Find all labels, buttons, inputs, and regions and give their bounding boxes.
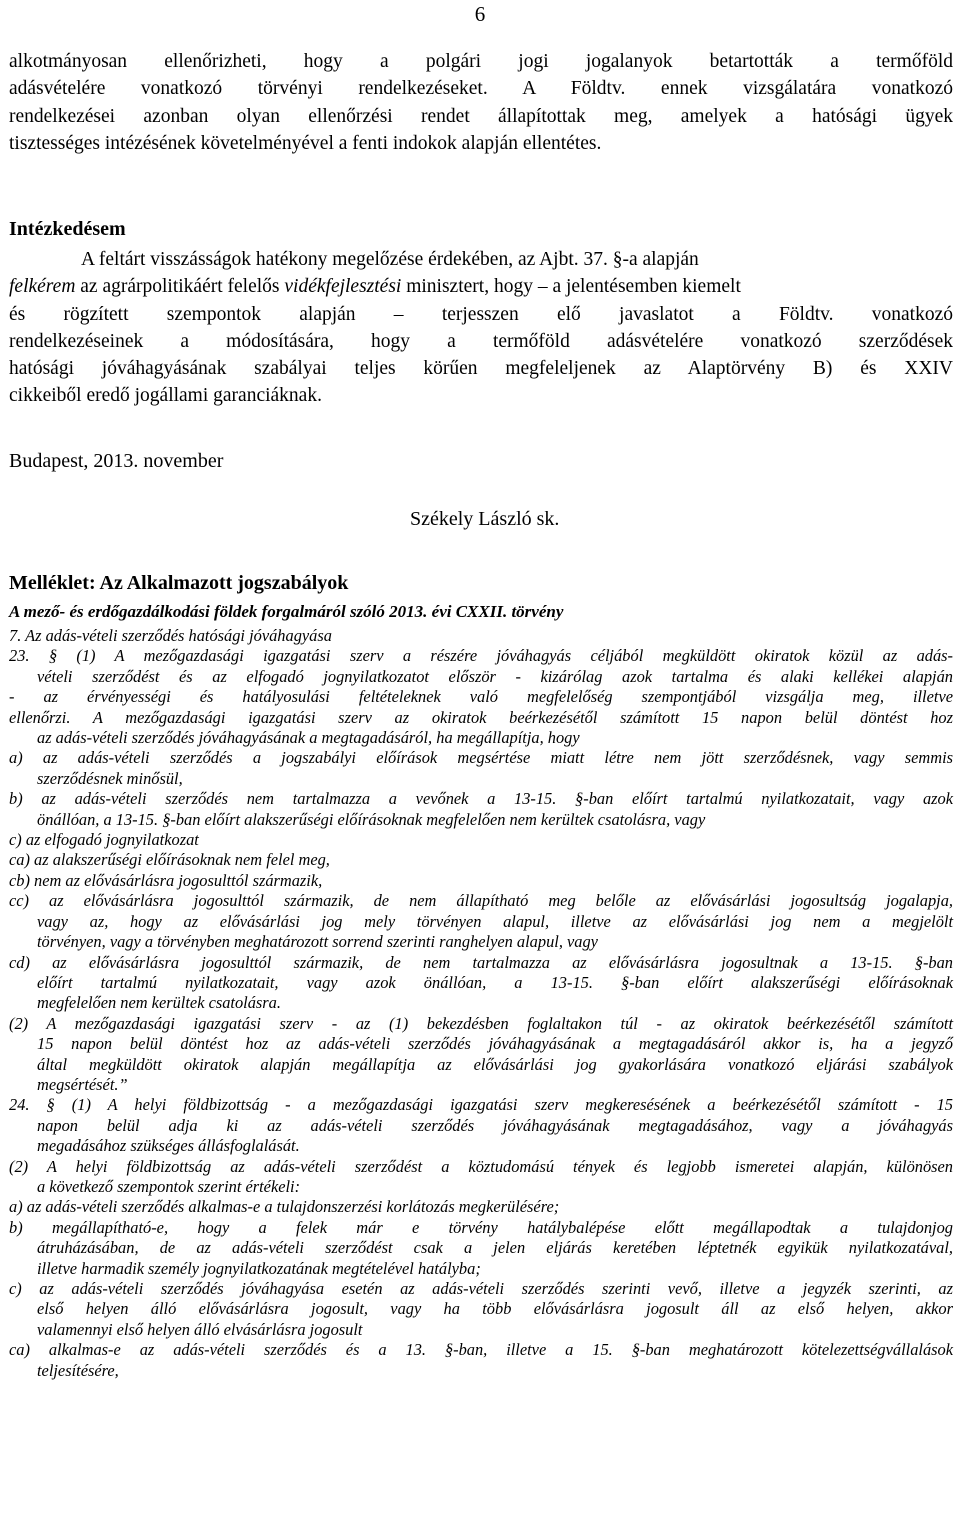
section-heading: 7. Az adás-vételi szerződés hatósági jóváhagyása <box>9 626 332 645</box>
law-text <box>9 626 953 1381</box>
law-row: a) az adás-vételi szerződés alkalmas-e a tulajdonszerzési korlátozás megkerülésére; <box>9 1197 560 1217</box>
law-row: illetve harmadik személy jognyilatkozatának megtételével hatályba; <box>37 1258 481 1278</box>
law-row: előírt tartalmú nyilatkozatait, vagy azok önállóan, a 13-15. §-ban előírt alakszerűségi előírásoknak <box>37 972 953 992</box>
annex-law-title: A mező- és erdőgazdálkodási földek forgalmáról szóló 2013. évi CXXII. törvény <box>9 602 564 621</box>
law-row: ellenőrzi. A mezőgazdasági igazgatási szerv az okiratok beérkezésétől számított 15 napon belül döntést hoz <box>9 707 953 727</box>
text-line: rendelkezései azonban olyan ellenőrzési rendet állapítottak meg, amelyek a hatósági ügyek <box>9 105 953 127</box>
law-row: valamennyi első helyen álló elvásárlásra jogosult <box>37 1319 363 1339</box>
law-row: 23. § (1) A mezőgazdasági igazgatási szerv a részére jóváhagyás céljából megküldött okiratok közül az adás- <box>9 646 953 666</box>
law-row: a) az adás-vételi szerződés a jogszabályi előírások megsértése miatt létre nem jött szerződésnek, vagy semmis <box>9 748 953 768</box>
law-row: (2) A helyi földbizottság az adás-vételi szerződést a köztudomású tények és legjobb ismeretei alapján, különösen <box>9 1156 953 1176</box>
emphasis-text: vidékfejlesztési <box>284 276 402 298</box>
text-line: alkotmányosan ellenőrizheti, hogy a polgári jogi jogalanyok betartották a termőföld <box>9 51 953 72</box>
emphasis-text: felkérem <box>9 276 76 298</box>
law-row: cd) az elővásárlásra jogosulttól származik, de nem tartalmazza az elővásárlásra jogosultnak a 13-15. §-ban <box>9 952 953 972</box>
law-row: szerződésnek minősül, <box>37 768 183 788</box>
text-run: az agrárpolitikáért felelős <box>75 276 285 298</box>
law-row: ca) alkalmas-e az adás-vételi szerződés és a 13. §-ban, illetve a 15. §-ban meghatározott kötelezettségvállalások <box>9 1340 953 1360</box>
law-row: napon belül adja ki az adás-vételi szerződés jóváhagyásának megtagadásához, vagy a jóváhagyás <box>37 1115 953 1135</box>
page-number: 6 <box>474 2 486 26</box>
law-row: ca) az alakszerűségi előírásoknak nem felel meg, <box>9 850 330 870</box>
law-row: (2) A mezőgazdasági igazgatási szerv - az (1) bekezdésben foglaltakon túl - az okiratok beérkezésétől számított <box>9 1013 953 1033</box>
text-line: és rögzített szempontok alapján – terjesszen elő javaslatot a Földtv. vonatkozó <box>9 303 953 325</box>
law-row: a következő szempontok szerint értékeli: <box>37 1176 301 1196</box>
measure-paragraph <box>9 246 953 410</box>
law-row: 15 napon belül döntést hoz az adás-vételi szerződés jóváhagyásának a megtagadásáról akkor is, ha a jegyző <box>37 1034 953 1054</box>
law-row: cb) nem az elővásárlásra jogosulttól származik, <box>9 870 323 890</box>
law-row: átruházásában, de az adás-vételi szerződést csak a jelen eljárás keretében léptetnék egyikük nyilatkozatával, <box>37 1238 953 1258</box>
law-row: első helyen álló elővásárlásra jogosult, vagy ha több elővásárlásra jogosult áll az első helyen, akkor <box>37 1299 953 1319</box>
text-line: A feltárt visszásságok hatékony megelőzése érdekében, az Ajbt. 37. §-a alapján <box>81 249 699 270</box>
law-row: cc) az elővásárlásra jogosulttól származik, de nem állapítható meg belőle az elővásárlási jogosultság jogalapja, <box>9 891 953 911</box>
law-row: megsértését.” <box>37 1074 128 1094</box>
law-row: által megküldött okiratok alapján megállapítja az elővásárlási jog gyakorlására vonatkozó eljárási szabályok <box>37 1054 953 1074</box>
law-row: megfelelően nem kerültek csatolásra. <box>37 993 281 1013</box>
law-row: c) az adás-vételi szerződés jóváhagyása esetén az adás-vételi szerződés szerinti vevő, illetve a jegyzék szerinti, az <box>9 1279 953 1298</box>
law-row: megadásához szükséges állásfoglalását. <box>37 1136 300 1156</box>
place-date: Budapest, 2013. november <box>9 450 224 472</box>
text-line <box>9 273 953 300</box>
law-row: teljesítésére, <box>37 1360 119 1380</box>
intro-paragraph <box>9 48 953 157</box>
annex-title: Melléklet: Az Alkalmazott jogszabályok <box>9 572 349 594</box>
law-row: vagy az, hogy az elővásárlási jog mely törvényen alapul, illetve az elővásárlási jog nem a megjelölt <box>37 911 953 931</box>
law-row: - az érvényességi és hatályosulási feltételeknek való megfelelőség szempontjából vizsgálja meg, illetve <box>9 687 953 707</box>
law-row: vételi szerződést és az elfogadó jognyilatkozatot először - kizárólag azok tartalma és alaki kellékei alapján <box>37 666 953 686</box>
law-row: önállóan, a 13-15. §-ban előírt alakszerűségi előírásoknak megfelelően nem kerültek csatolásra, vagy <box>37 809 706 829</box>
text-run: minisztert, hogy – a jelentésemben kiemelt <box>401 276 741 298</box>
text-line: tisztességes intézésének követelményével a fenti indokok alapján ellentétes. <box>9 132 602 154</box>
law-row: c) az elfogadó jognyilatkozat <box>9 830 199 850</box>
law-row: törvényen, vagy a törvényben meghatározott sorrend szerinti ranghelyen alapul, vagy <box>37 932 598 952</box>
law-row: b) megállapítható-e, hogy a felek már e törvény hatálybalépése előtt megállapodtak a tulajdonjog <box>9 1217 953 1237</box>
text-line: rendelkezéseinek a módosítására, hogy a termőföld adásvételére vonatkozó szerződések <box>9 330 953 352</box>
text-line: adásvételére vonatkozó törvényi rendelkezéseket. A Földtv. ennek vizsgálatára vonatkozó <box>9 78 953 100</box>
law-row: b) az adás-vételi szerződés nem tartalmazza a vevőnek a 13-15. §-ban előírt tartalmú nyilatkozatait, vagy azok <box>9 789 953 809</box>
signature: Székely László sk. <box>410 508 560 530</box>
law-row: az adás-vételi szerződés jóváhagyásának a megtagadásáról, ha megállapítja, hogy <box>37 728 580 748</box>
text-line: hatósági jóváhagyásának szabályai teljes körűen megfeleljenek az Alaptörvény B) és XXIV <box>9 358 953 380</box>
law-row: 24. § (1) A helyi földbizottság - a mezőgazdasági igazgatási szerv megkeresésének a beérkezésétől számított - 15 <box>9 1095 953 1115</box>
measure-heading: Intézkedésem <box>9 218 126 240</box>
text-line: cikkeiből eredő jogállami garanciáknak. <box>9 385 322 407</box>
